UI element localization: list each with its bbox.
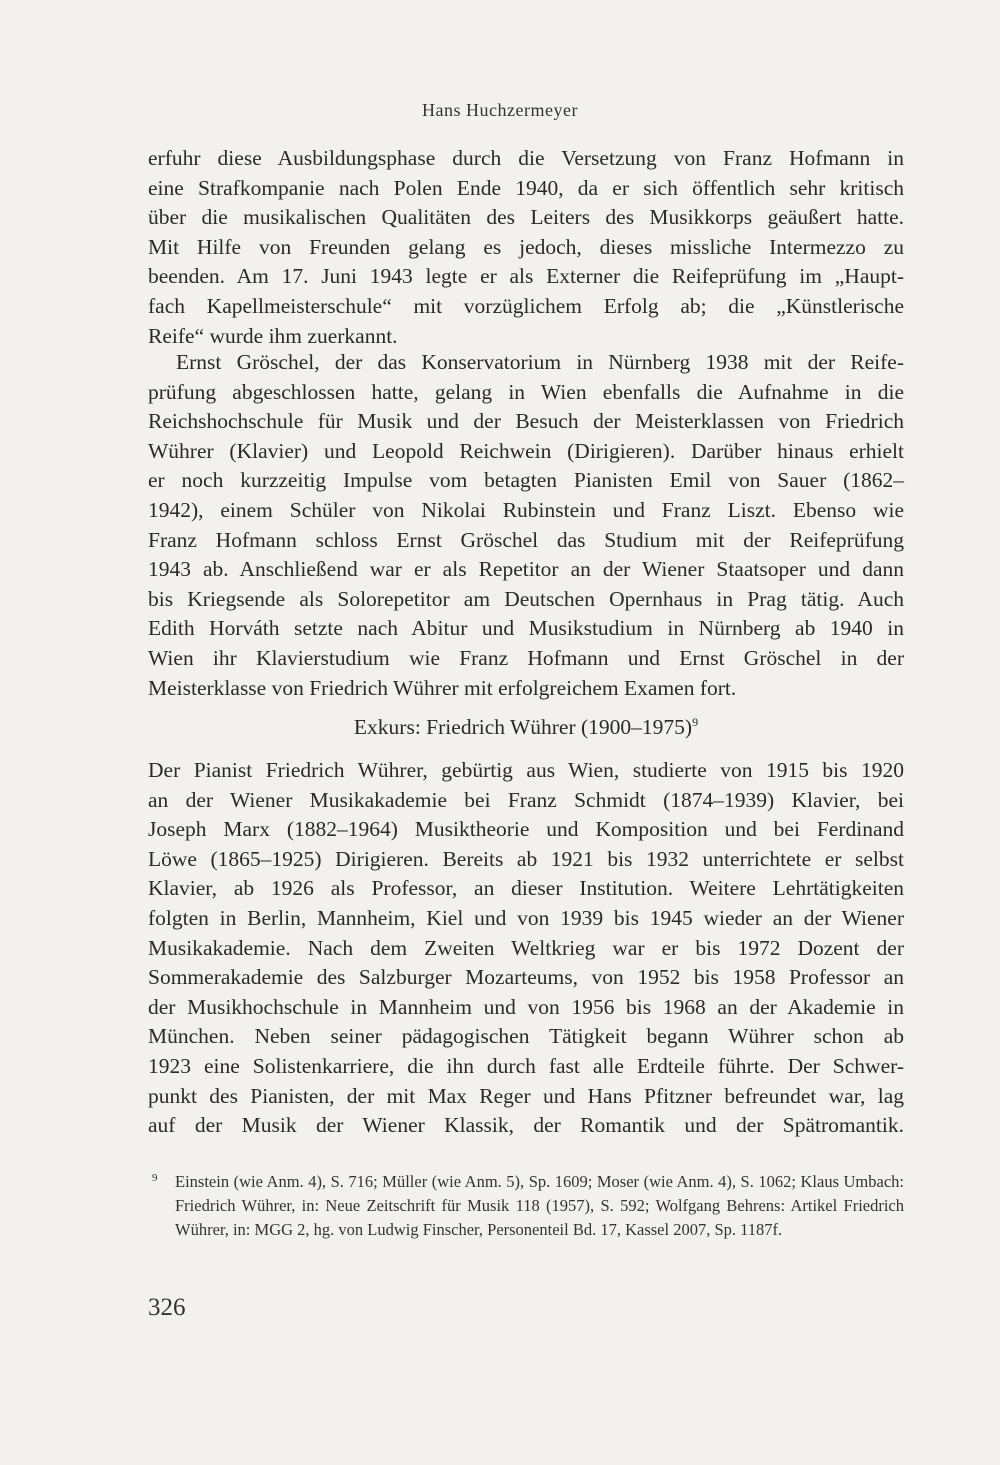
text-line: Franz Hofmann schloss Ernst Gröschel das Studium mit der Reifeprüfung xyxy=(148,527,904,552)
text-line: er noch kurzzeitig Impulse vom betagten Pianisten Emil von Sauer (1862– xyxy=(148,468,904,493)
footnote xyxy=(148,1170,904,1242)
text-line: punkt des Pianisten, der mit Max Reger und Hans Pfitzner befreundet war, lag xyxy=(148,1083,904,1108)
text-line: Wien ihr Klavierstudium wie Franz Hofmann und Ernst Gröschel in der xyxy=(148,645,904,670)
section-heading-text: Exkurs: Friedrich Wührer (1900–1975) xyxy=(353,715,693,739)
text-line: Wührer (Klavier) und Leopold Reichwein (Dirigieren). Darüber hinaus erhielt xyxy=(148,438,904,463)
section-heading xyxy=(148,712,904,742)
text-line: über die musikalischen Qualitäten des Leiters des Musikkorps geäußert hatte. xyxy=(148,205,904,230)
text-line: Ernst Gröschel, der das Konservatorium in Nürnberg 1938 mit der Reife- xyxy=(176,350,904,374)
text-line: erfuhr diese Ausbildungsphase durch die Versetzung von Franz Hofmann in xyxy=(148,146,904,170)
footnote-reference: 9 xyxy=(692,714,699,729)
text-line: eine Strafkompanie nach Polen Ende 1940, da er sich öffentlich sehr kritisch xyxy=(148,175,904,200)
footnote-text: Einstein (wie Anm. 4), S. 716; Müller (wie Anm. 5), Sp. 1609; Moser (wie Anm. 4), S. 1062; Klaus Umbach: Friedrich Wührer, in: Neue Zeitschrift für Musik 118 (1957), S. 592; Wolfgang Behrens: Artikel Friedrich Wührer, in: MGG 2, hg. von Ludwig Finscher, Personenteil Bd. 17, Kassel 2007, Sp. 1187f. xyxy=(175,1172,904,1239)
text-line: prüfung abgeschlossen hatte, gelang in Wien ebenfalls die Aufnahme in die xyxy=(148,379,904,404)
text-line: Joseph Marx (1882–1964) Musiktheorie und Komposition und bei Ferdinand xyxy=(148,817,904,842)
text-line: bis Kriegsende als Solorepetitor am Deutschen Opernhaus in Prag tätig. Auch xyxy=(148,586,904,611)
text-line: 1943 ab. Anschließend war er als Repetitor an der Wiener Staatsoper und dann xyxy=(148,557,904,582)
text-line: fach Kapellmeisterschule“ mit vorzüglichem Erfolg ab; die „Künstlerische xyxy=(148,293,904,318)
text-line: Sommerakademie des Salzburger Mozarteums, von 1952 bis 1958 Professor an xyxy=(148,965,904,990)
running-head: Hans Huchzermeyer xyxy=(422,100,578,120)
text-line: an der Wiener Musikakademie bei Franz Schmidt (1874–1939) Klavier, bei xyxy=(148,787,904,812)
text-line: auf der Musik der Wiener Klassik, der Romantik und der Spätromantik. xyxy=(148,1113,904,1138)
text-line: Mit Hilfe von Freunden gelang es jedoch, dieses missliche Intermezzo zu xyxy=(148,234,904,259)
text-line: 1923 eine Solistenkarriere, die ihn durch fast alle Erdteile führte. Der Schwer- xyxy=(148,1053,904,1078)
text-line: Löwe (1865–1925) Dirigieren. Bereits ab 1921 bis 1932 unterrichtete er selbst xyxy=(148,846,904,871)
text-line: beenden. Am 17. Juni 1943 legte er als Externer die Reifeprüfung im „Haupt- xyxy=(148,264,904,289)
text-line: Meisterklasse von Friedrich Wührer mit erfolgreichem Examen fort. xyxy=(148,675,737,700)
text-line: Reichshochschule für Musik und der Besuch der Meisterklassen von Friedrich xyxy=(148,409,904,434)
text-line: Klavier, ab 1926 als Professor, an dieser Institution. Weitere Lehrtätigkeiten xyxy=(148,876,904,901)
paragraph-2 xyxy=(148,348,904,703)
text-line: Edith Horváth setzte nach Abitur und Musikstudium in Nürnberg ab 1940 in xyxy=(148,616,904,641)
footnote-mark: 9 xyxy=(152,1172,158,1184)
text-line: Reife“ wurde ihm zuerkannt. xyxy=(148,323,398,348)
paragraph-3 xyxy=(148,756,904,1141)
text-line: der Musikhochschule in Mannheim und von 1956 bis 1968 an der Akademie in xyxy=(148,994,904,1019)
text-line: 1942), einem Schüler von Nikolai Rubinstein und Franz Liszt. Ebenso wie xyxy=(148,497,904,522)
text-line: München. Neben seiner pädagogischen Tätigkeit begann Wührer schon ab xyxy=(148,1024,904,1049)
text-line: folgten in Berlin, Mannheim, Kiel und von 1939 bis 1945 wieder an der Wiener xyxy=(148,905,904,930)
text-line: Der Pianist Friedrich Wührer, gebürtig aus Wien, studierte von 1915 bis 1920 xyxy=(148,758,904,782)
text-line: Musikakademie. Nach dem Zweiten Weltkrieg war er bis 1972 Dozent der xyxy=(148,935,904,960)
page-number: 326 xyxy=(148,1294,186,1321)
paragraph-1 xyxy=(148,144,904,351)
